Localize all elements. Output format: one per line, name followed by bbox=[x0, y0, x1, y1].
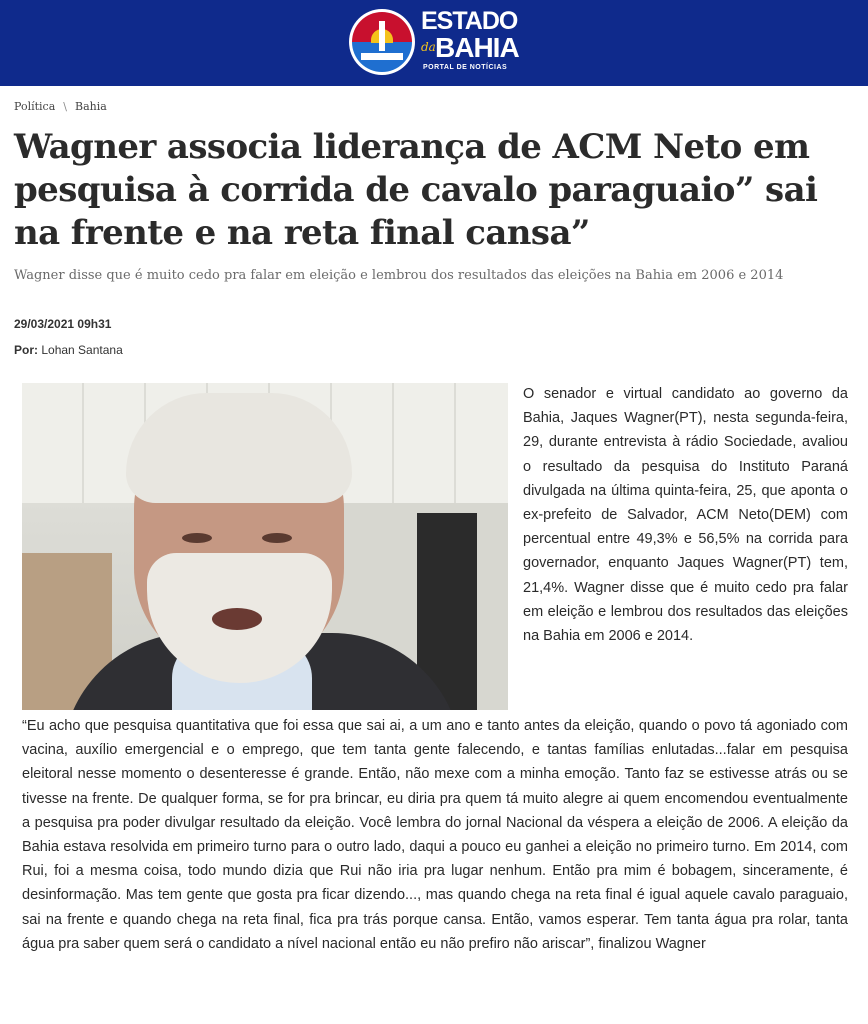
byline-label: Por: bbox=[14, 343, 38, 357]
publish-date: 29/03/2021 09h31 bbox=[14, 317, 112, 331]
site-logo[interactable] bbox=[349, 6, 524, 82]
logo-text-da: da bbox=[421, 40, 436, 54]
site-header bbox=[0, 0, 868, 86]
article-title: Wagner associa liderança de ACM Neto em pesquisa à corrida de cavalo paraguaio” sai na frente e na reta final cansa” bbox=[14, 127, 818, 253]
breadcrumb bbox=[14, 100, 107, 113]
byline bbox=[14, 343, 123, 357]
breadcrumb-item-bahia[interactable]: Bahia bbox=[75, 100, 107, 113]
author-name: Lohan Santana bbox=[41, 343, 123, 357]
article-subtitle: Wagner disse que é muito cedo pra falar em eleição e lembrou dos resultados das eleições na Bahia em 2006 e 2014 bbox=[14, 268, 784, 283]
logo-tagline: PORTAL DE NOTÍCIAS bbox=[423, 64, 508, 71]
logo-text-bahia: BAHIA bbox=[435, 32, 519, 63]
breadcrumb-separator: \ bbox=[63, 100, 67, 113]
lead-paragraph: O senador e virtual candidato ao governo da Bahia, Jaques Wagner(PT), nesta segunda-feira, 29, durante entrevista à rádio Sociedade, avaliou o resultado da pesquisa do Instituto Paraná divulgada na última quinta-feira, 25, que aponta o ex-prefeito de Salvador, ACM Neto(DEM) com percentual entre 49,3% e 56,5% na corrida para governador, enquanto Jaques Wagner(PT) tem, 21,4%. Wagner disse que é muito cedo pra falar em eleição e lembrou dos resultados das eleições na Bahia em 2006 e 2014. bbox=[523, 386, 848, 645]
logo-text-estado: ESTADO bbox=[421, 7, 518, 35]
article-photo bbox=[22, 383, 508, 710]
breadcrumb-item-politica[interactable]: Política bbox=[14, 100, 56, 113]
quote-paragraph: “Eu acho que pesquisa quantitativa que foi essa que sai ai, a um ano e tanto antes da eleição, quando o povo tá agoniado com vacina, auxílio emergencial e o emprego, que tem tanta gente falecendo, e tantas famílias enlutadas...falar em pesquisa eleitoral nesse momento o desenteresse é grande. Então, não mexe com a minha emoção. Tanto faz se estivesse atrás ou se tivesse na frente. De qualquer forma, se for pra brincar, eu diria pra quem tá muito alegre ai quem encomendou eventualmente a pesquisa pra poder divulgar resultado da eleição. Você lembra do jornal Nacional da véspera a eleição de 2006. A eleição da Bahia estava resolvida em primeiro turno para o outro lado, daqui a pouco eu ganhei a eleição no primeiro turno. Em 2014, com Rui, foi a mesma coisa, todo mundo dizia que Rui não iria pra lugar nenhum. Então pra mim é bobagem, sinceramente, é desinformação. Mas tem gente que gosta pra ficar dizendo..., mas quando chega na reta final é igual aquele cavalo paraguaio, sai na frente e quando chega na reta final, fica pra trás porque cansa. Então, vamos esperar. Tem tanta água pra rolar, tanta água pra saber quem será o candidato a nível nacional então eu não prefiro não ariscar”, finalizou Wagner bbox=[22, 718, 848, 952]
logo-emblem-icon bbox=[349, 9, 415, 75]
